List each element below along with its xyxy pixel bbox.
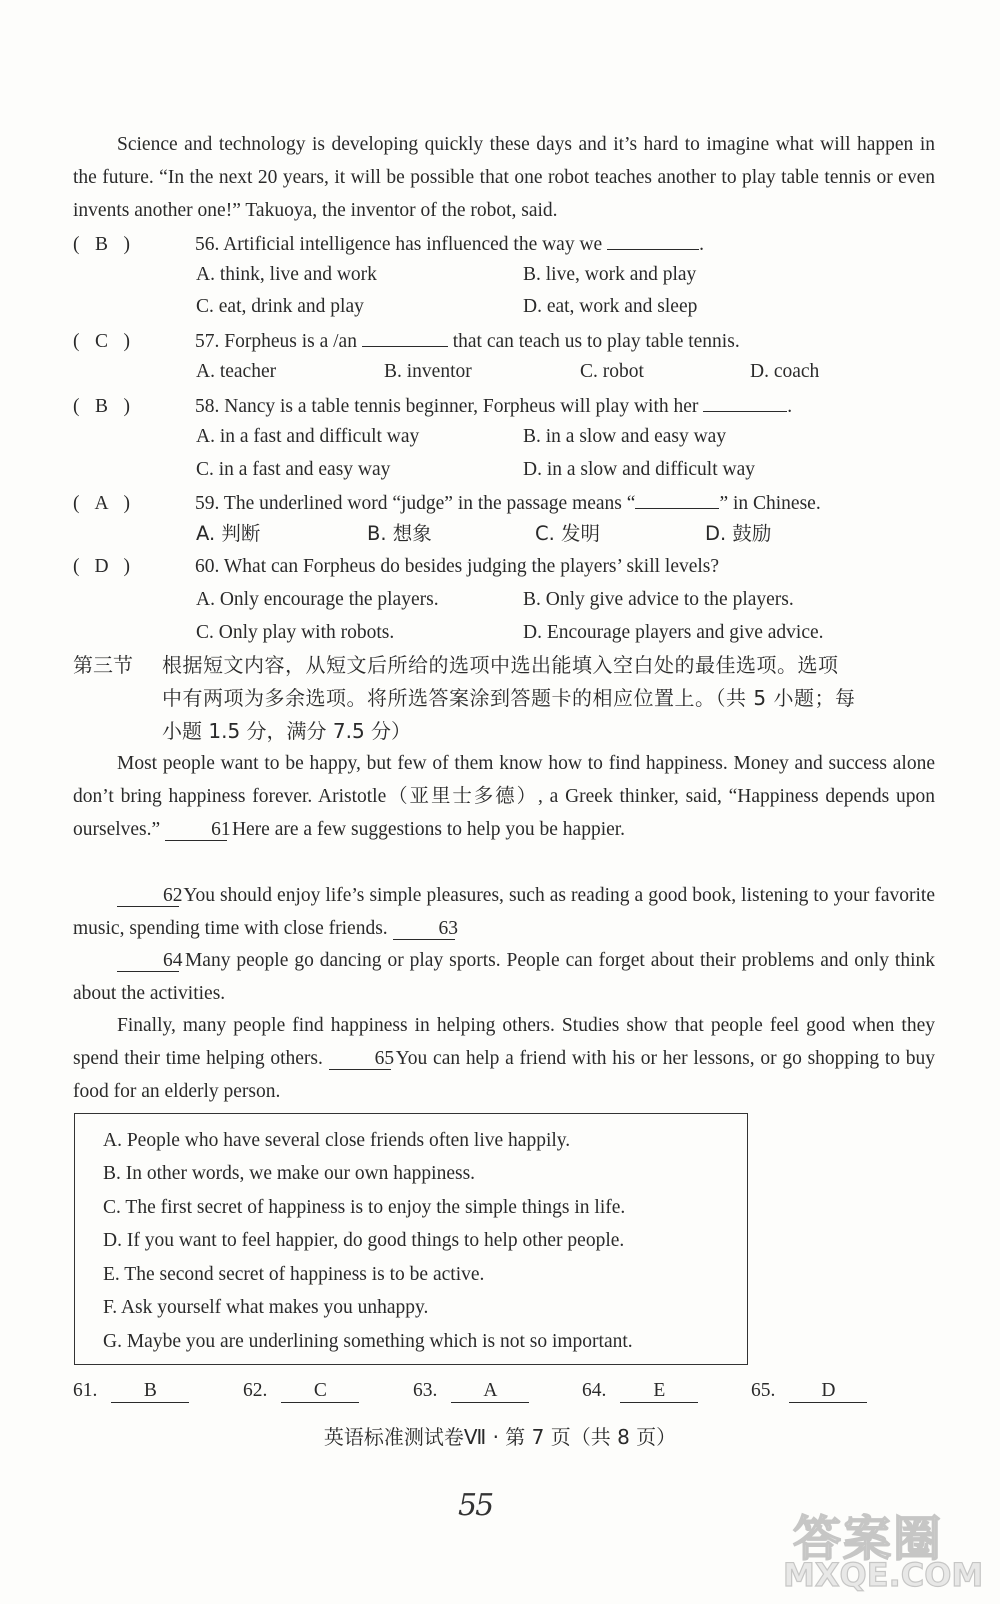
gap-62: 62 [117, 885, 179, 907]
question-stem-end: . [787, 396, 793, 417]
question-58 [73, 395, 792, 417]
question-answer: A [94, 493, 109, 514]
option: A. teacher [196, 361, 277, 382]
answer-number: 61. [73, 1380, 98, 1401]
answer-blank [703, 395, 787, 412]
question-stem: Nancy is a table tennis beginner, Forpheus will play with her [224, 396, 699, 417]
question-59 [73, 492, 821, 514]
option: D. 鼓励 [705, 522, 772, 545]
choice-item: A. People who have several close friends often live happily. [103, 1130, 571, 1151]
watermark-text-cn: 答案圈 [793, 1511, 944, 1567]
choice-item: G. Maybe you are underlining something which is not so important. [103, 1331, 633, 1352]
answer-63 [413, 1380, 529, 1403]
passage-text: You should enjoy life’s simple pleasures, such as reading a good book, listening to your favorite music, spending time with close friends. [73, 885, 936, 939]
option: B. inventor [384, 361, 472, 382]
answer-value: D [789, 1380, 867, 1403]
option: D. coach [750, 361, 820, 382]
answer-value: A [451, 1380, 529, 1403]
option: C. robot [580, 361, 644, 382]
question-number: 60. [195, 556, 220, 577]
choice-item: D. If you want to feel happier, do good things to help other people. [103, 1230, 625, 1251]
option: D. Encourage players and give advice. [523, 622, 824, 643]
question-stem: The underlined word “judge” in the passage means “ [223, 493, 636, 514]
question-stem: Forpheus is a /an [224, 331, 357, 352]
gap-65: 65 [329, 1048, 391, 1070]
page-footer: 英语标准测试卷Ⅶ · 第 7 页（共 8 页） [323, 1425, 677, 1449]
section-instruction: 根据短文内容，从短文后所给的选项中选出能填入空白处的最佳选项。选项 [162, 653, 839, 677]
option: D. eat, work and sleep [523, 296, 698, 317]
option: B. live, work and play [523, 264, 697, 285]
answer-blank [635, 492, 719, 509]
passage-text: Finally, many people find happiness in helping others. Studies show that people feel good when they spend their time helping others. [73, 1015, 935, 1069]
option: B. 想象 [367, 522, 432, 545]
option: A. in a fast and difficult way [196, 426, 420, 447]
passage-text: You can help a friend with his or her lessons, or go shopping to buy food for an elderly person. [73, 1048, 935, 1102]
answer-paren: ( B ) [73, 234, 130, 255]
question-stem-end: . [699, 234, 704, 255]
question-answer: C [94, 331, 108, 352]
passage-text: Many people go dancing or play sports. People can forget about their problems and only think about the activities. [73, 950, 936, 1004]
section-instruction: 小题 1.5 分，满分 7.5 分） [162, 719, 412, 743]
answer-value: E [620, 1380, 698, 1403]
option: B. Only give advice to the players. [523, 589, 794, 610]
question-stem-end: ” in Chinese. [719, 493, 821, 514]
watermark-logo [773, 1500, 984, 1598]
watermark-text-en: MXQE.COM [783, 1556, 984, 1594]
answer-value: B [111, 1380, 189, 1403]
passage-text: Most people want to be happy, but few of them know how to find happiness. Money and success alone don’t bring happiness forever. Aristotle（亚里士多德）, a Greek thinker, said, “Happiness depends upon ourselves.” [73, 753, 935, 840]
option: A. think, live and work [196, 264, 377, 285]
option: D. in a slow and difficult way [523, 459, 755, 480]
option: A. 判断 [196, 522, 261, 545]
answer-paren: ( C ) [73, 331, 130, 352]
choice-item: F. Ask yourself what makes you unhappy. [103, 1297, 429, 1318]
question-number: 57. [195, 331, 220, 352]
choice-item: B. In other words, we make our own happiness. [103, 1163, 476, 1184]
passage-paragraph [73, 879, 935, 945]
passage-paragraph [73, 747, 935, 846]
question-answer: B [94, 234, 108, 255]
answer-paren: ( A ) [73, 493, 130, 514]
option: C. 发明 [535, 522, 601, 545]
question-number: 58. [195, 396, 220, 417]
answer-number: 62. [243, 1380, 268, 1401]
question-answer: D [94, 556, 109, 577]
option: C. eat, drink and play [196, 296, 364, 317]
gap-64: 64 [117, 950, 179, 972]
answer-64 [582, 1380, 698, 1403]
passage-paragraph [73, 1009, 935, 1108]
answer-paren: ( B ) [73, 396, 130, 417]
answer-value: C [281, 1380, 359, 1403]
answer-paren: ( D ) [73, 556, 130, 577]
gap-61: 61 [165, 819, 227, 841]
option: B. in a slow and easy way [523, 426, 727, 447]
answer-blank [362, 330, 448, 347]
answer-blank [607, 233, 699, 250]
section-label: 第三节 [73, 653, 133, 677]
option: A. Only encourage the players. [196, 589, 439, 610]
answer-number: 64. [582, 1380, 607, 1401]
question-stem: Artificial intelligence has influenced the way we [223, 234, 603, 255]
passage-paragraph [73, 944, 935, 1010]
question-57 [73, 330, 740, 352]
question-stem: What can Forpheus do besides judging the players’ skill levels? [223, 556, 720, 577]
answer-62 [243, 1380, 359, 1403]
passage-ending: Science and technology is developing quickly these days and it’s hard to imagine what will happen in the future. “In the next 20 years, it will be possible that one robot teaches another to play table tennis or even invents another one!” Takuoya, the inventor of the robot, said. [73, 134, 935, 221]
question-number: 56. [195, 234, 220, 255]
answer-65 [751, 1380, 867, 1403]
choices-box [74, 1113, 748, 1365]
question-stem-end: that can teach us to play table tennis. [452, 331, 740, 352]
question-number: 59. [195, 493, 220, 514]
answer-number: 63. [413, 1380, 438, 1401]
option: C. in a fast and easy way [196, 459, 391, 480]
passage-text: Here are a few suggestions to help you be happier. [231, 819, 626, 840]
option: C. Only play with robots. [196, 622, 395, 643]
section-instruction: 中有两项为多余选项。将所选答案涂到答题卡的相应位置上。（共 5 小题；每 [162, 686, 856, 710]
gap-63: 63 [393, 918, 455, 940]
answer-number: 65. [751, 1380, 776, 1401]
choice-item: E. The second secret of happiness is to be active. [103, 1264, 485, 1285]
question-answer: B [94, 396, 108, 417]
question-56 [73, 233, 704, 255]
question-60 [73, 557, 719, 577]
choice-item: C. The first secret of happiness is to enjoy the simple things in life. [103, 1197, 626, 1218]
answer-61 [73, 1380, 189, 1403]
handwritten-page-number: 55 [458, 1488, 493, 1523]
